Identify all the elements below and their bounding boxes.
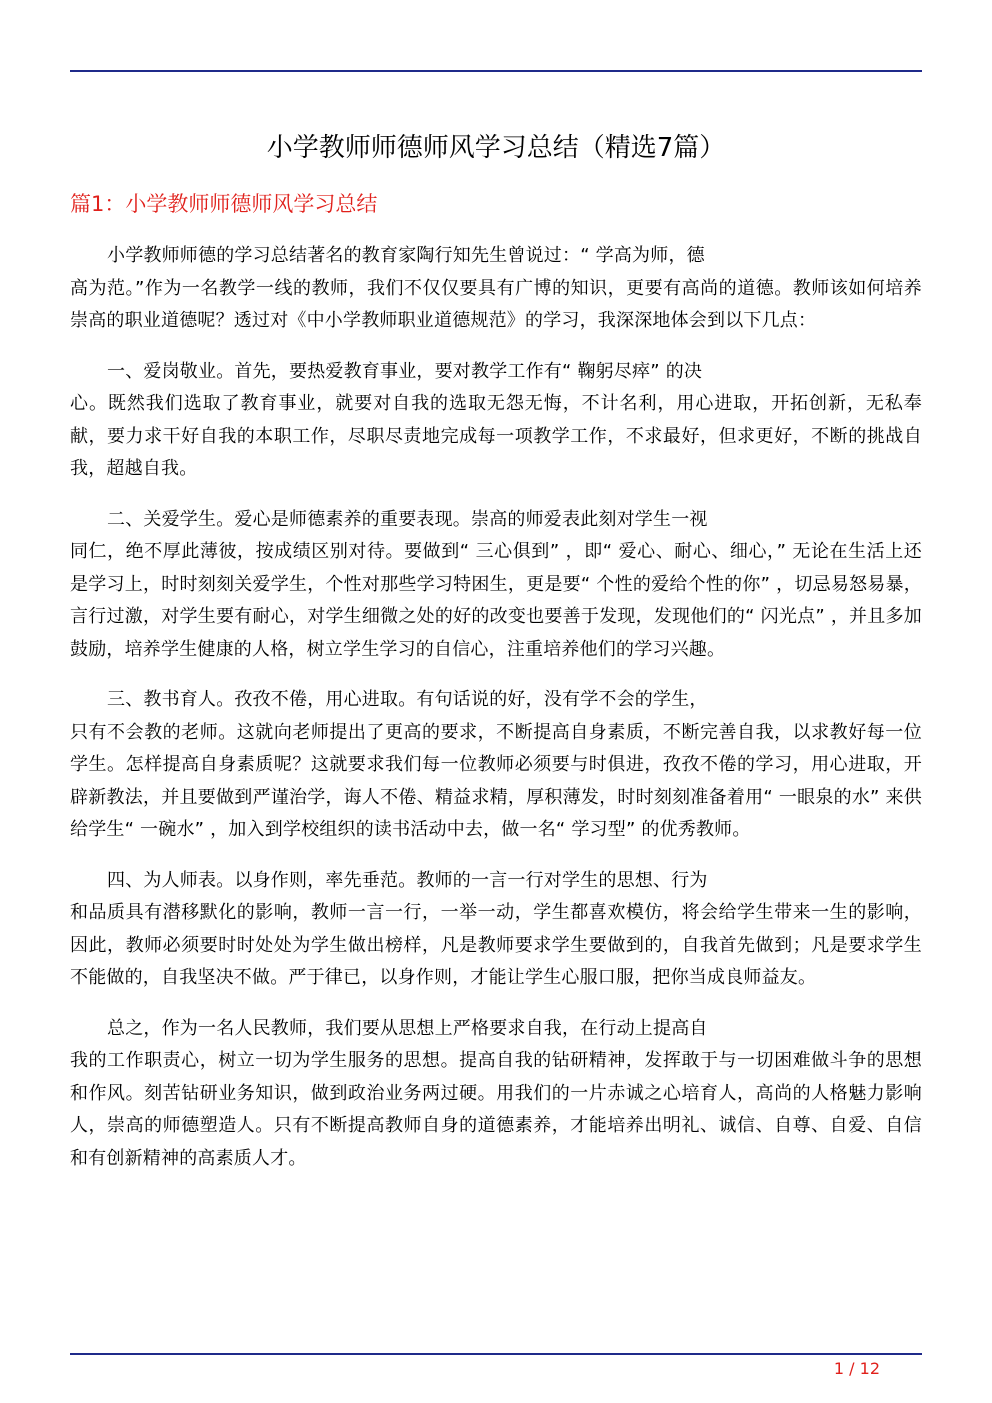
- paragraph-first-line: 小学教师师德的学习总结著名的教育家陶行知先生曾说过：“ 学高为师，德: [107, 245, 705, 266]
- paragraph-text: 高为范。”作为一名教学一线的教师，我们不仅仅要具有广博的知识，更要有高尚的道德。教师该如何培养崇高的职业道德呢？透过对《中小学教师职业道德规范》的学习，我深深地体会到以下几点：: [70, 277, 922, 331]
- paragraph-role-model: [70, 865, 922, 995]
- paragraph-first-line: 二、关爱学生。爱心是师德素养的重要表现。崇高的师爱表此刻对学生一视: [107, 508, 708, 530]
- footer-rule: [70, 1353, 922, 1355]
- paragraph-teach-educate: [70, 684, 922, 847]
- paragraph-text: 和品质具有潜移默化的影响，教师一言一行，一举一动，学生都喜欢模仿，将会给学生带来一生的影响，因此，教师必须要时时处处为学生做出榜样，凡是教师要求学生要做到的，自我首先做到；凡是要求学生不能做的，自我坚决不做。严于律已，以身作则，才能让学生心服口服，把你当成良师益友。: [70, 902, 922, 988]
- page-number: 1 / 12: [833, 1359, 880, 1378]
- paragraph-first-line: 四、为人师表。以身作则，率先垂范。教师的一言一行对学生的思想、行为: [107, 869, 708, 891]
- document-title: 小学教师师德师风学习总结（精选7篇）: [266, 133, 726, 163]
- header-rule: [70, 70, 922, 72]
- paragraph-intro: [70, 240, 922, 338]
- section-heading: 篇1：小学教师师德师风学习总结: [70, 192, 378, 216]
- paragraph-text: 同仁，绝不厚此薄彼，按成绩区别对待。要做到“ 三心俱到” ，即“ 爱心、耐心、细心，” 无论在生活上还是学习上，时时刻刻关爱学生，个性对那些学习特困生，更是要“ 个性的爱给个性的你” ，切忌易怒易暴，言行过激，对学生要有耐心，对学生细微之处的好的改变也要善于发现，发现他们的“ 闪光点” ，并且多加鼓励，培养学生健康的人格，树立学生学习的自信心，注重培养他们的学习兴趣。: [70, 541, 922, 660]
- paragraph-first-line: 一、爱岗敬业。首先，要热爱教育事业，要对教学工作有“ 鞠躬尽瘁” 的决: [107, 360, 703, 382]
- paragraph-first-line: 总之，作为一名人民教师，我们要从思想上严格要求自我，在行动上提高自: [107, 1017, 708, 1039]
- paragraph-text: 只有不会教的老师。这就向老师提出了更高的要求，不断提高自身素质，不断完善自我，以求教好每一位学生。怎样提高自身素质呢？这就要求我们每一位教师必须要与时俱进，孜孜不倦的学习，用心进取，开辟新教法，并且要做到严谨治学，诲人不倦、精益求精，厚积薄发，时时刻刻准备着用“ 一眼泉的水” 来供给学生“ 一碗水” ，加入到学校组织的读书活动中去，做一名“ 学习型” 的优秀教师。: [70, 721, 922, 840]
- paragraph-conclusion: [70, 1013, 922, 1176]
- paragraph-first-line: 三、教书育人。孜孜不倦，用心进取。有句话说的好，没有学不会的学生，: [107, 689, 708, 710]
- paragraph-care-students: [70, 504, 922, 667]
- document-body: [70, 240, 922, 1193]
- paragraph-love-job: [70, 356, 922, 486]
- paragraph-text: 心。既然我们选取了教育事业，就要对自我的选取无怨无悔，不计名利，用心进取，开拓创新，无私奉献，要力求干好自我的本职工作，尽职尽责地完成每一项教学工作，不求最好，但求更好，不断的挑战自我，超越自我。: [70, 393, 922, 479]
- paragraph-text: 我的工作职责心，树立一切为学生服务的思想。提高自我的钻研精神，发挥敢于与一切困难做斗争的思想和作风。刻苦钻研业务知识，做到政治业务两过硬。用我们的一片赤诚之心培育人，高尚的人格魅力影响人，崇高的师德塑造人。只有不断提高教师自身的道德素养，才能培养出明礼、诚信、自尊、自爱、自信和有创新精神的高素质人才。: [70, 1050, 922, 1169]
